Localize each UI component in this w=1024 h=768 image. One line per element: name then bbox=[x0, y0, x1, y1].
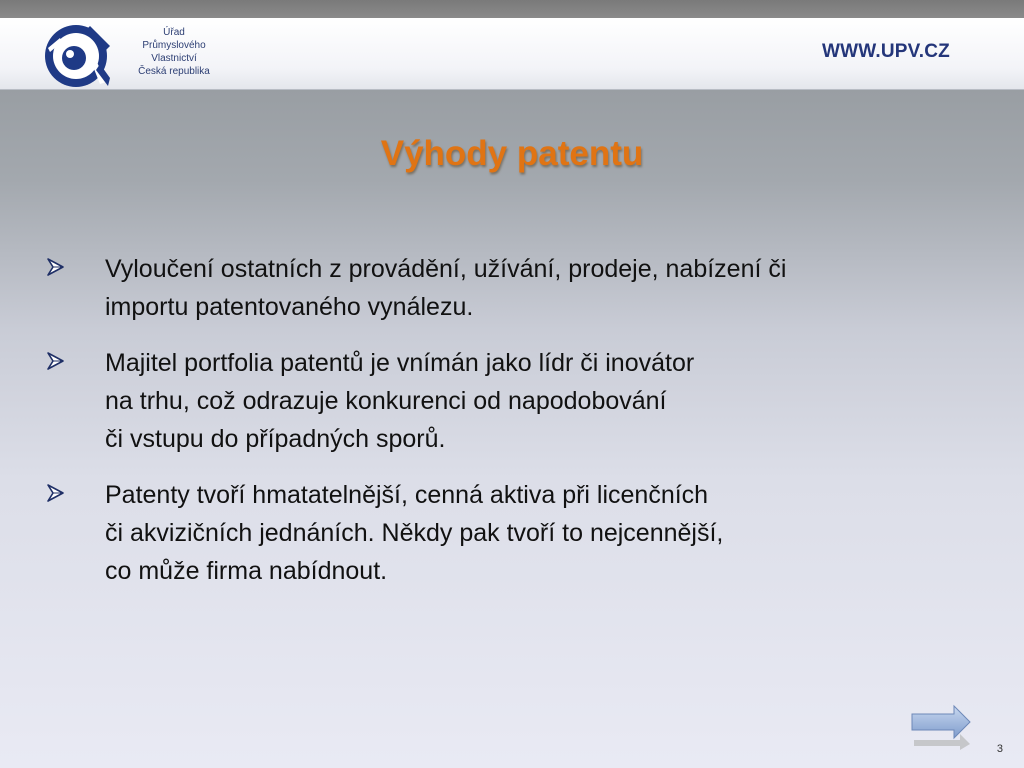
arrowhead-bullet-icon bbox=[44, 482, 66, 504]
org-line: Úřad bbox=[163, 27, 185, 38]
bullet-text-line: co může firma nabídnout. bbox=[105, 557, 388, 585]
org-line: Česká republika bbox=[138, 66, 210, 77]
arrowhead-bullet-icon bbox=[44, 256, 66, 278]
organization-name bbox=[128, 26, 220, 78]
page-number: 3 bbox=[996, 743, 1003, 755]
slide-title: Výhody patentu bbox=[380, 134, 644, 173]
arrowhead-bullet-icon bbox=[44, 350, 66, 372]
org-line: Průmyslového bbox=[142, 40, 206, 51]
bullet-text-line: Patenty tvoří hmatatelnější, cenná aktiva při licenčních bbox=[105, 481, 709, 509]
upv-logo-icon bbox=[40, 20, 112, 92]
bullet-item bbox=[44, 476, 984, 590]
bullet-text-line: importu patentovaného vynálezu. bbox=[105, 293, 474, 321]
website-url[interactable]: WWW.UPV.CZ bbox=[822, 41, 950, 62]
bullet-item bbox=[44, 250, 984, 326]
bullet-text-line: na trhu, což odrazuje konkurenci od napodobování bbox=[105, 387, 667, 415]
bullet-text-line: či vstupu do případných sporů. bbox=[105, 425, 446, 453]
org-line: Vlastnictví bbox=[151, 53, 197, 64]
bullet-text-line: či akvizičních jednáních. Někdy pak tvoří to nejcennější, bbox=[105, 519, 724, 547]
header-bar bbox=[0, 18, 1024, 90]
next-arrow-icon[interactable] bbox=[908, 702, 974, 752]
bullet-list bbox=[44, 250, 984, 608]
bullet-item bbox=[44, 344, 984, 458]
bullet-text-line: Majitel portfolia patentů je vnímán jako lídr či inovátor bbox=[105, 349, 695, 377]
bullet-text-line: Vyloučení ostatních z provádění, užívání, prodeje, nabízení či bbox=[105, 255, 787, 283]
top-strip bbox=[0, 0, 1024, 18]
